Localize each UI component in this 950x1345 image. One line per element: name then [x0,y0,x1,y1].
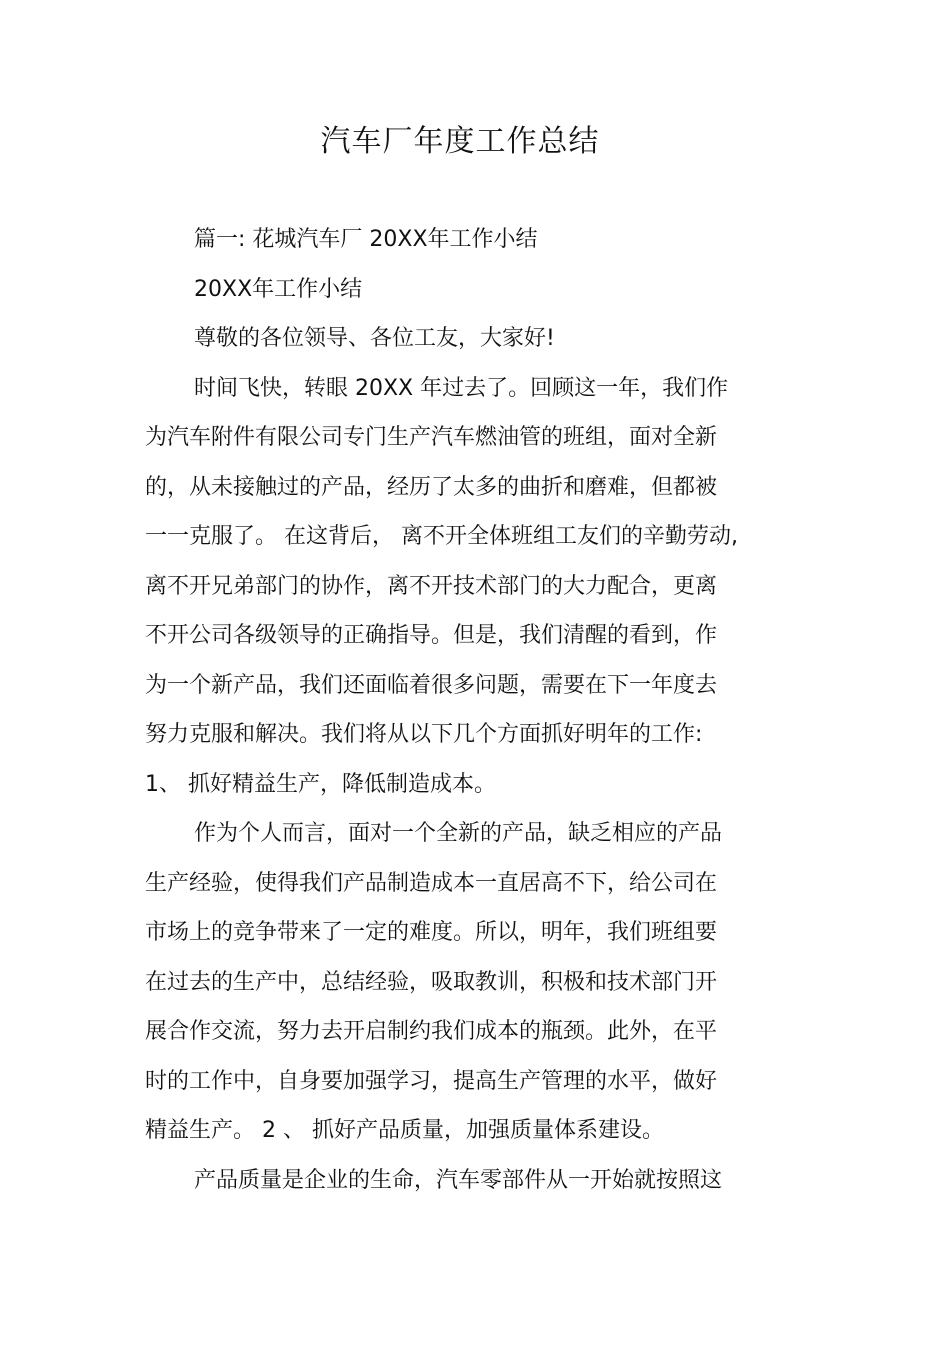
body-line: 篇一: 花城汽车厂 20XX年工作小结 [194,227,538,252]
body-line: 市场上的竞争带来了一定的难度。所以，明年，我们班组要 [145,920,718,945]
body-line: 时的工作中，自身要加强学习，提高生产管理的水平，做好 [145,1069,718,1094]
body-line: 精益生产。 2 、 抓好产品质量，加强质量体系建设。 [145,1118,664,1143]
body-line: 作为个人而言，面对一个全新的产品，缺乏相应的产品 [194,821,723,846]
body-line: 尊敬的各位领导、各位工友，大家好! [194,326,555,351]
body-line: 展合作交流，努力去开启制约我们成本的瓶颈。此外，在平 [145,1019,718,1044]
body-line: 1、 抓好精益生产，降低制造成本。 [145,772,496,797]
body-line: 一一克服了。 在这背后， 离不开全体班组工友们的辛勤劳动, [145,524,738,549]
body-line: 时间飞快，转眼 20XX 年过去了。回顾这一年，我们作 [194,376,729,401]
body-line: 的，从未接触过的产品，经历了太多的曲折和磨难，但都被 [145,475,718,500]
body-line: 离不开兄弟部门的协作，离不开技术部门的大力配合，更离 [145,574,718,599]
body-line: 不开公司各级领导的正确指导。但是，我们清醒的看到，作 [145,623,718,648]
body-line: 20XX年工作小结 [194,277,363,302]
body-line: 努力克服和解决。我们将从以下几个方面抓好明年的工作: [145,722,703,747]
body-line: 为汽车附件有限公司专门生产汽车燃油管的班组，面对全新 [145,425,718,450]
body-line: 在过去的生产中，总结经验，吸取教训，积极和技术部门开 [145,970,718,995]
body-line: 产品质量是企业的生命，汽车零部件从一开始就按照这 [194,1168,723,1193]
body-line: 生产经验，使得我们产品制造成本一直居高不下，给公司在 [145,871,718,896]
document-title: 汽车厂年度工作总结 [320,124,600,159]
body-line: 为一个新产品，我们还面临着很多问题，需要在下一年度去 [145,673,718,698]
